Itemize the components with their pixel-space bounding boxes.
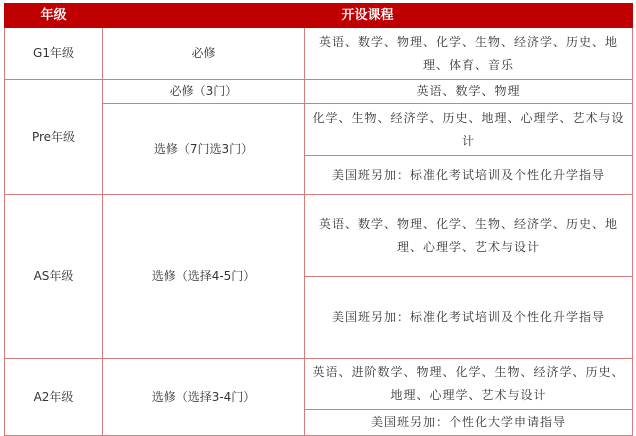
table-row — [5, 359, 633, 410]
grade-cell-a2: A2年级 — [5, 359, 103, 436]
extra-note-cell: 美国班另加：标准化考试培训及个性化升学指导 — [305, 277, 633, 359]
grade-cell-g1: G1年级 — [5, 28, 103, 80]
course-list-cell: 英语、进阶数学、物理、化学、生物、经济学、历史、地理、心理学、艺术与设计 — [305, 359, 633, 410]
course-type-cell: 必修 — [103, 28, 305, 80]
extra-note-cell: 美国班另加：标准化考试培训及个性化升学指导 — [305, 156, 633, 195]
header-grade: 年级 — [5, 4, 103, 28]
course-list-cell: 化学、生物、经济学、历史、地理、心理学、艺术与设计 — [305, 104, 633, 156]
curriculum-table — [4, 3, 633, 436]
course-type-cell: 选修（7门选3门） — [103, 104, 305, 195]
course-type-cell: 选修（选择4-5门） — [103, 195, 305, 359]
table-row — [5, 195, 633, 277]
course-list-cell: 英语、数学、物理 — [305, 80, 633, 104]
course-type-cell: 选修（选择3-4门） — [103, 359, 305, 436]
course-list-cell: 英语、数学、物理、化学、生物、经济学、历史、地理、体育、音乐 — [305, 28, 633, 80]
course-type-cell: 必修（3门） — [103, 80, 305, 104]
extra-note-cell: 美国班另加：个性化大学申请指导 — [305, 410, 633, 436]
grade-cell-pre: Pre年级 — [5, 80, 103, 195]
header-courses: 开设课程 — [103, 4, 633, 28]
course-list-cell: 英语、数学、物理、化学、生物、经济学、历史、地理、心理学、艺术与设计 — [305, 195, 633, 277]
header-row — [5, 4, 633, 28]
table-row — [5, 28, 633, 80]
table-row — [5, 80, 633, 104]
grade-cell-as: AS年级 — [5, 195, 103, 359]
